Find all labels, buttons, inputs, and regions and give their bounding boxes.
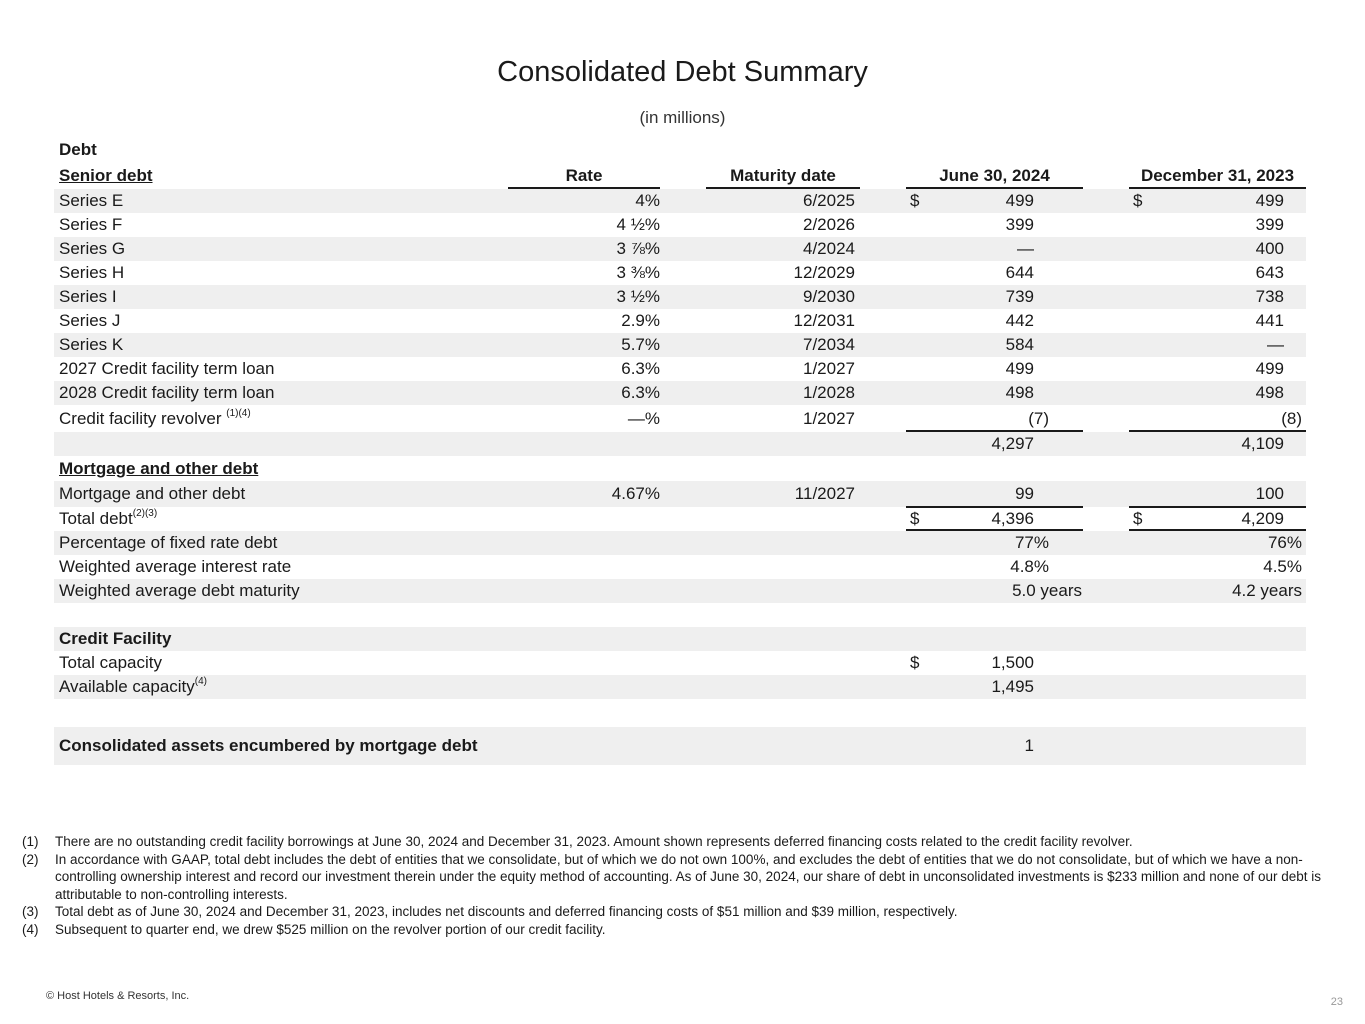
row-maturity: 6/2025 (803, 191, 855, 210)
footnote-mark: (3) (22, 904, 39, 919)
december-2023-header: December 31, 2023 (1140, 166, 1295, 185)
encumbered-row (54, 727, 1306, 765)
row-label: Series J (59, 311, 121, 330)
row-label: Series K (59, 335, 124, 354)
footnote-mark: (2) (22, 851, 39, 867)
table-row (54, 381, 1306, 405)
available-capacity-june: 1,495 (991, 677, 1034, 696)
row-december-value: — (1267, 335, 1284, 354)
maturity-header: Maturity date (730, 166, 836, 185)
row-rate: 4 ½% (616, 215, 660, 234)
available-capacity-row (54, 675, 1306, 699)
available-capacity-label: Available capacity$^{(4)}$ (59, 676, 208, 696)
row-june-value: 499 (1005, 359, 1034, 378)
weighted-maturity-row (54, 579, 1306, 603)
mortgage-label: Mortgage and other debt (59, 484, 246, 503)
encumbered-label: Consolidated assets encumbered by mortgage debt (59, 736, 478, 755)
row-june-value: 644 (1005, 263, 1034, 282)
page-subtitle: (in millions) (639, 108, 726, 127)
table-row (54, 213, 1306, 237)
row-maturity: 9/2030 (803, 287, 855, 306)
total-capacity-currency: $ (910, 653, 920, 672)
row-label: 2028 Credit facility term loan (59, 383, 275, 402)
total-capacity-row (54, 651, 1306, 675)
footnote-mark: (1) (22, 834, 39, 849)
senior-subtotal-row (54, 432, 1306, 456)
fixed-rate-row (54, 531, 1306, 555)
mortgage-heading: Mortgage and other debt (59, 459, 259, 478)
spacer-row (54, 603, 1306, 627)
copyright: © Host Hotels & Resorts, Inc. (46, 990, 190, 1002)
page-number: 23 (1330, 996, 1343, 1008)
credit-facility-heading-row (54, 627, 1306, 651)
june-currency-symbol: $ (910, 191, 920, 210)
mortgage-heading-row (54, 456, 1306, 481)
row-label: Series E (59, 191, 124, 210)
footnote-mark: (4) (22, 921, 39, 937)
row-june-value: 584 (1005, 335, 1034, 354)
revolver-maturity: 1/2027 (803, 409, 855, 428)
table-row (54, 261, 1306, 285)
row-maturity: 7/2034 (803, 335, 855, 354)
row-december-value: 400 (1255, 239, 1284, 258)
row-maturity: 12/2029 (793, 263, 855, 282)
available-capacity-footnote-ref: (4) (194, 676, 208, 687)
total-debt-june-currency: $ (910, 509, 920, 528)
total-capacity-june: 1,500 (991, 653, 1034, 672)
total-debt-label: Total debt$^{(2)(3)}$ (59, 508, 158, 528)
revolver-june-value: (7) (1028, 409, 1049, 428)
table-row (54, 309, 1306, 333)
december-currency-symbol: $ (1133, 191, 1143, 210)
row-december-value: 441 (1255, 311, 1284, 330)
senior-subtotal-december: 4,109 (1241, 434, 1284, 453)
footnote-text: Subsequent to quarter end, we drew $525 million on the revolver portion of our credit facility. (55, 921, 606, 937)
row-label: 2027 Credit facility term loan (59, 359, 275, 378)
debt-summary-table (54, 137, 1306, 765)
revolver-december-value: (8) (1281, 409, 1302, 428)
row-maturity: 1/2028 (803, 383, 855, 402)
mortgage-rate: 4.67% (611, 484, 660, 503)
row-rate: 6.3% (621, 383, 660, 402)
senior-debt-heading: Senior debt (59, 166, 153, 185)
fixed-rate-label: Percentage of fixed rate debt (59, 533, 278, 552)
credit-facility-heading: Credit Facility (59, 629, 172, 648)
row-june-value: 499 (1005, 191, 1034, 210)
row-rate: 3 ⅞% (616, 239, 660, 258)
row-label: Series F (59, 215, 123, 234)
fixed-rate-june: 77% (1014, 533, 1049, 552)
mortgage-row (54, 481, 1306, 507)
row-label: Series I (59, 287, 117, 306)
row-maturity: 12/2031 (793, 311, 855, 330)
footnote-text: There are no outstanding credit facility borrowings at June 30, 2024 and December 31, 2023. Amount shown represents deferred financing costs related to the credit facility revolver. (55, 834, 1133, 849)
row-december-value: 738 (1255, 287, 1284, 306)
row-rate: 2.9% (621, 311, 660, 330)
total-debt-june: 4,396 (991, 509, 1034, 528)
weighted-maturity-label: Weighted average debt maturity (59, 581, 300, 600)
total-debt-december-currency: $ (1133, 509, 1143, 528)
footnotes (22, 833, 1322, 938)
weighted-rate-december: 4.5% (1263, 557, 1302, 576)
row-rate: 5.7% (621, 335, 660, 354)
mortgage-june-value: 99 (1015, 484, 1034, 503)
footnote-text: Total debt as of June 30, 2024 and December 31, 2023, includes net discounts and deferred financing costs of $51 million and $39 million, respectively. (55, 904, 958, 919)
weighted-rate-row (54, 555, 1306, 579)
page-title: Consolidated Debt Summary (497, 56, 868, 88)
row-december-value: 499 (1255, 359, 1284, 378)
senior-subtotal-june: 4,297 (991, 434, 1034, 453)
total-capacity-label: Total capacity (59, 653, 162, 672)
row-rate: 3 ⅜% (616, 263, 660, 282)
weighted-rate-june: 4.8% (1010, 557, 1049, 576)
row-label: Series H (59, 263, 125, 282)
revolver-label: Credit facility revolver $^{(1)(4)}$ (59, 408, 251, 428)
row-maturity: 1/2027 (803, 359, 855, 378)
revolver-footnote-ref: (1)(4) (226, 408, 251, 419)
total-debt-december: 4,209 (1241, 509, 1284, 528)
revolver-rate: —% (627, 409, 660, 428)
senior-debt-rows (54, 189, 1306, 405)
total-debt-row (54, 507, 1306, 531)
row-june-value: 442 (1005, 311, 1034, 330)
row-december-value: 498 (1255, 383, 1284, 402)
row-june-value: 498 (1005, 383, 1034, 402)
table-row (54, 285, 1306, 309)
row-june-value: — (1017, 239, 1034, 258)
mortgage-maturity: 11/2027 (794, 484, 855, 503)
footnote (22, 833, 1322, 851)
weighted-maturity-december: 4.2 years (1232, 581, 1302, 600)
row-maturity: 2/2026 (803, 215, 855, 234)
footnote-text: In accordance with GAAP, total debt includes the debt of entities that we consolidate, but of which we do not own 100%, and excludes the debt of entities that we do not consolidate, but of which we have a non-controlling ownership interest and record our investment therein under the equity method of accounting. As of June 30, 2024, our share of debt in unconsolidated investments is $233 million and none of our debt is attributable to non-controlling interests. (55, 851, 1322, 902)
row-label: Series G (59, 239, 126, 258)
rate-header: Rate (565, 166, 603, 185)
spacer-row (54, 699, 1306, 727)
revolver-row (54, 405, 1306, 432)
row-december-value: 399 (1255, 215, 1284, 234)
weighted-maturity-june: 5.0 years (1012, 581, 1082, 600)
june-2024-header: June 30, 2024 (939, 166, 1050, 185)
encumbered-june: 1 (1024, 736, 1034, 755)
footnote (22, 921, 1322, 939)
row-june-value: 399 (1005, 215, 1034, 234)
row-rate: 4% (635, 191, 660, 210)
footnote (22, 851, 1322, 904)
debt-heading: Debt (59, 140, 97, 159)
row-rate: 3 ½% (616, 287, 660, 306)
table-row (54, 189, 1306, 213)
row-december-value: 643 (1255, 263, 1284, 282)
debt-heading-row (54, 137, 1306, 163)
table-row (54, 357, 1306, 381)
weighted-rate-label: Weighted average interest rate (59, 557, 292, 576)
fixed-rate-december: 76% (1267, 533, 1302, 552)
row-maturity: 4/2024 (803, 239, 855, 258)
row-rate: 6.3% (621, 359, 660, 378)
table-row (54, 333, 1306, 357)
footnote (22, 903, 1322, 921)
table-row (54, 237, 1306, 261)
header-row (54, 163, 1306, 189)
row-december-value: 499 (1255, 191, 1284, 210)
row-june-value: 739 (1005, 287, 1034, 306)
mortgage-december-value: 100 (1255, 484, 1284, 503)
total-debt-footnote-ref: (2)(3) (132, 508, 158, 519)
